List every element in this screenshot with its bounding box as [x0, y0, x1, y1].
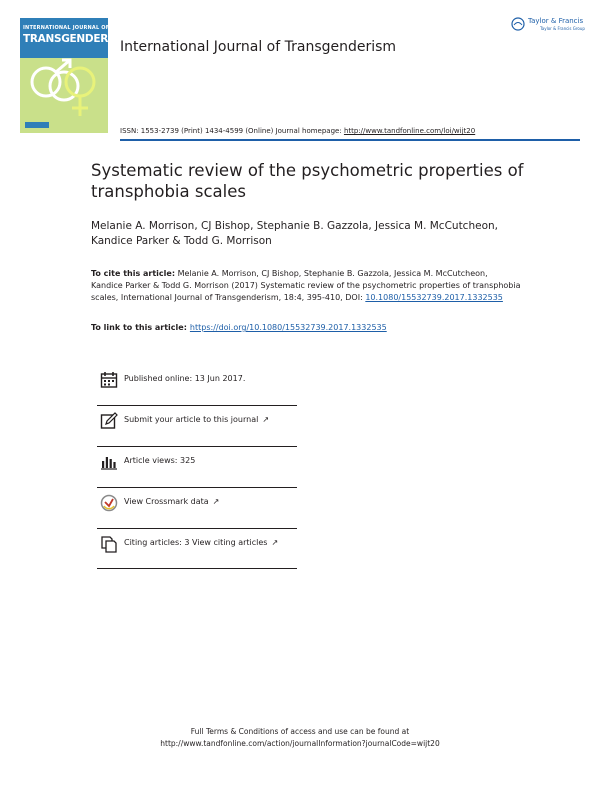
citation-block [91, 268, 521, 304]
views-row [97, 451, 297, 479]
footer [100, 726, 500, 750]
row-divider [97, 528, 297, 529]
row-divider [97, 405, 297, 406]
citing-articles-link[interactable] [124, 538, 278, 547]
issn-text: ISSN: 1553-2739 (Print) 1434-4599 (Online) Journal homepage: [120, 127, 344, 135]
journal-homepage-link[interactable]: http://www.tandfonline.com/loi/wijt20 [343, 127, 476, 135]
crossmark-label: View Crossmark data [124, 497, 209, 506]
article-url-link[interactable]: https://doi.org/10.1080/15532739.2017.1332535 [189, 323, 387, 332]
article-authors: Melanie A. Morrison, CJ Bishop, Stephanie B. Gazzola, Jessica M. McCutcheon, Kandice Parker & Todd G. Morrison [91, 220, 498, 247]
edit-icon [100, 412, 118, 430]
cite-label: To cite this article: [91, 269, 176, 278]
bar-chart-icon [100, 453, 118, 471]
submit-row[interactable] [97, 410, 297, 438]
footer-terms-text: Full Terms & Conditions of access and use can be found at [190, 727, 410, 736]
published-date: Published online: 13 Jun 2017. [124, 374, 246, 383]
row-divider [97, 568, 297, 569]
header-divider [120, 139, 580, 141]
citing-articles-label: Citing articles: 3 View citing articles [124, 538, 268, 547]
gender-symbols-graphic [20, 56, 108, 122]
copy-icon [100, 535, 118, 553]
crossmark-link[interactable] [124, 497, 219, 506]
cover-title-line2: TRANSGENDERISM [23, 33, 129, 45]
article-title: Systematic review of the psychometric properties of transphobia scales [91, 161, 524, 201]
journal-name[interactable]: International Journal of Transgenderism [120, 39, 397, 55]
publisher-logo[interactable] [511, 16, 585, 42]
cover-title-line1: INTERNATIONAL JOURNAL OF [23, 25, 110, 31]
crossmark-row[interactable] [97, 492, 297, 520]
submit-article-link[interactable] [124, 415, 269, 424]
issn-line [120, 127, 475, 135]
citing-row[interactable] [97, 533, 297, 561]
row-divider [97, 487, 297, 488]
journal-cover [20, 18, 129, 133]
calendar-icon [100, 371, 118, 389]
external-link-icon: ↗ [262, 415, 270, 424]
publisher-group: Taylor & Francis Group [540, 26, 585, 31]
footer-terms-link[interactable]: http://www.tandfonline.com/action/journalInformation?journalCode=wijt20 [160, 739, 440, 748]
submit-article-label: Submit your article to this journal [124, 415, 259, 424]
publisher-name: Taylor & Francis [528, 17, 584, 25]
external-link-icon: ↗ [271, 538, 279, 547]
row-divider [97, 446, 297, 447]
cite-text: Melanie A. Morrison, CJ Bishop, Stephanie B. Gazzola, Jessica M. McCutcheon, Kandice Parker & Todd G. Morrison (2017) Systematic review of the psychometric properties of transphobia scales, International Journal of Transgenderism, 18:4, 395-410, DOI: [91, 269, 521, 302]
publisher-logo-icon [511, 17, 525, 31]
doi-link[interactable]: 10.1080/15532739.2017.1332535 [365, 293, 503, 302]
external-link-icon: ↗ [212, 497, 220, 506]
article-views: Article views: 325 [124, 456, 196, 465]
crossmark-icon [100, 494, 118, 512]
cover-publisher-tag [25, 122, 49, 128]
article-link-block [91, 322, 521, 334]
published-row [97, 369, 297, 397]
link-label: To link to this article: [91, 323, 187, 332]
